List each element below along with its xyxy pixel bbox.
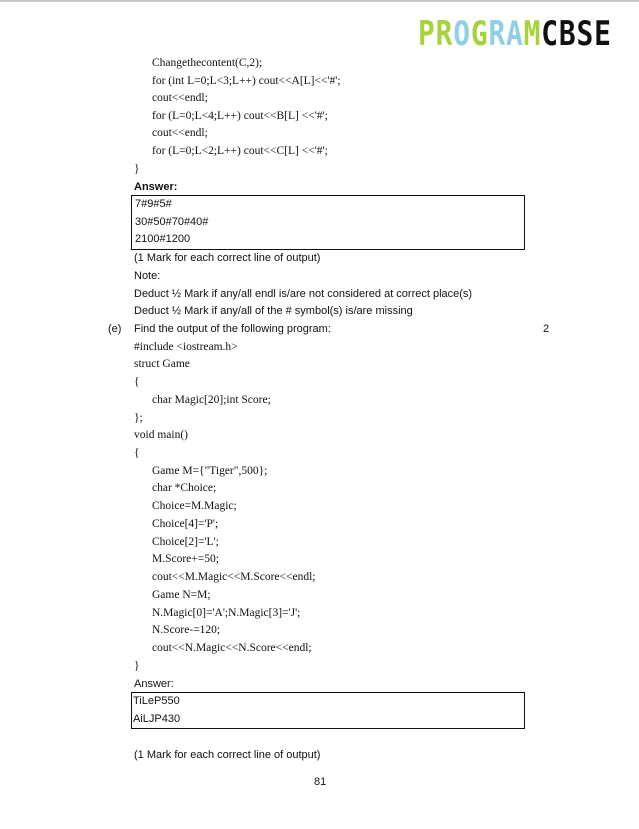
- question-label: (e): [108, 323, 122, 335]
- code-line: };: [134, 412, 143, 424]
- code-line: cout<<endl;: [152, 127, 208, 139]
- answer-box: [131, 195, 525, 250]
- programcbse-logo: PROGRAMCBSE: [418, 14, 612, 54]
- code-line: char Magic[20];int Score;: [152, 394, 271, 406]
- code-line: Game M={"Tiger",500};: [152, 465, 268, 477]
- code-line: {: [134, 447, 140, 459]
- code-line: cout<<endl;: [152, 92, 208, 104]
- answer-line: 2100#1200: [135, 233, 191, 246]
- code-line: char *Choice;: [152, 482, 217, 494]
- code-line: Choice[4]='P';: [152, 518, 219, 530]
- code-line: struct Game: [134, 358, 190, 370]
- marking-note: (1 Mark for each correct line of output): [134, 749, 321, 761]
- code-line: {: [134, 376, 140, 388]
- code-line: }: [134, 163, 140, 175]
- code-line: void main(): [134, 429, 188, 441]
- code-line: for (L=0;L<2;L++) cout<<C[L] <<'#';: [152, 145, 328, 157]
- marking-note: (1 Mark for each correct line of output): [134, 252, 321, 264]
- answer-label: Answer:: [134, 181, 178, 193]
- code-line: N.Score-=120;: [152, 624, 221, 636]
- answer-label: Answer:: [134, 678, 174, 690]
- code-line: Game N=M;: [152, 589, 211, 601]
- code-line: for (L=0;L<4;L++) cout<<B[L] <<'#';: [152, 110, 328, 122]
- page-number: 81: [314, 776, 327, 788]
- code-line: for (int L=0;L<3;L++) cout<<A[L]<<'#';: [152, 75, 341, 87]
- code-line: Choice=M.Magic;: [152, 500, 237, 512]
- code-line: Choice[2]='L';: [152, 536, 219, 548]
- question-marks: 2: [543, 323, 550, 335]
- code-line: }: [134, 660, 140, 672]
- note-label: Note:: [134, 270, 161, 282]
- code-line: cout<<N.Magic<<N.Score<<endl;: [152, 642, 312, 654]
- answer-box: [131, 692, 525, 729]
- code-line: cout<<M.Magic<<M.Score<<endl;: [152, 571, 316, 583]
- answer-line: 7#9#5#: [135, 198, 172, 210]
- code-line: N.Magic[0]='A';N.Magic[3]='J';: [152, 607, 301, 619]
- header-rule: [0, 0, 639, 2]
- answer-line: AiLJP430: [133, 712, 181, 725]
- answer-line: 30#50#70#40#: [135, 215, 209, 228]
- question-text: Find the output of the following program:: [134, 323, 331, 335]
- code-line: Changethecontent(C,2);: [152, 57, 263, 69]
- code-line: M.Score+=50;: [152, 553, 219, 565]
- deduct-note: Deduct ½ Mark if any/all endl is/are not considered at correct place(s): [134, 288, 473, 300]
- deduct-note: Deduct ½ Mark if any/all of the # symbol(s) is/are missing: [134, 305, 413, 317]
- answer-line: TiLeP550: [133, 695, 180, 707]
- code-line: #include <iostream.h>: [134, 341, 238, 353]
